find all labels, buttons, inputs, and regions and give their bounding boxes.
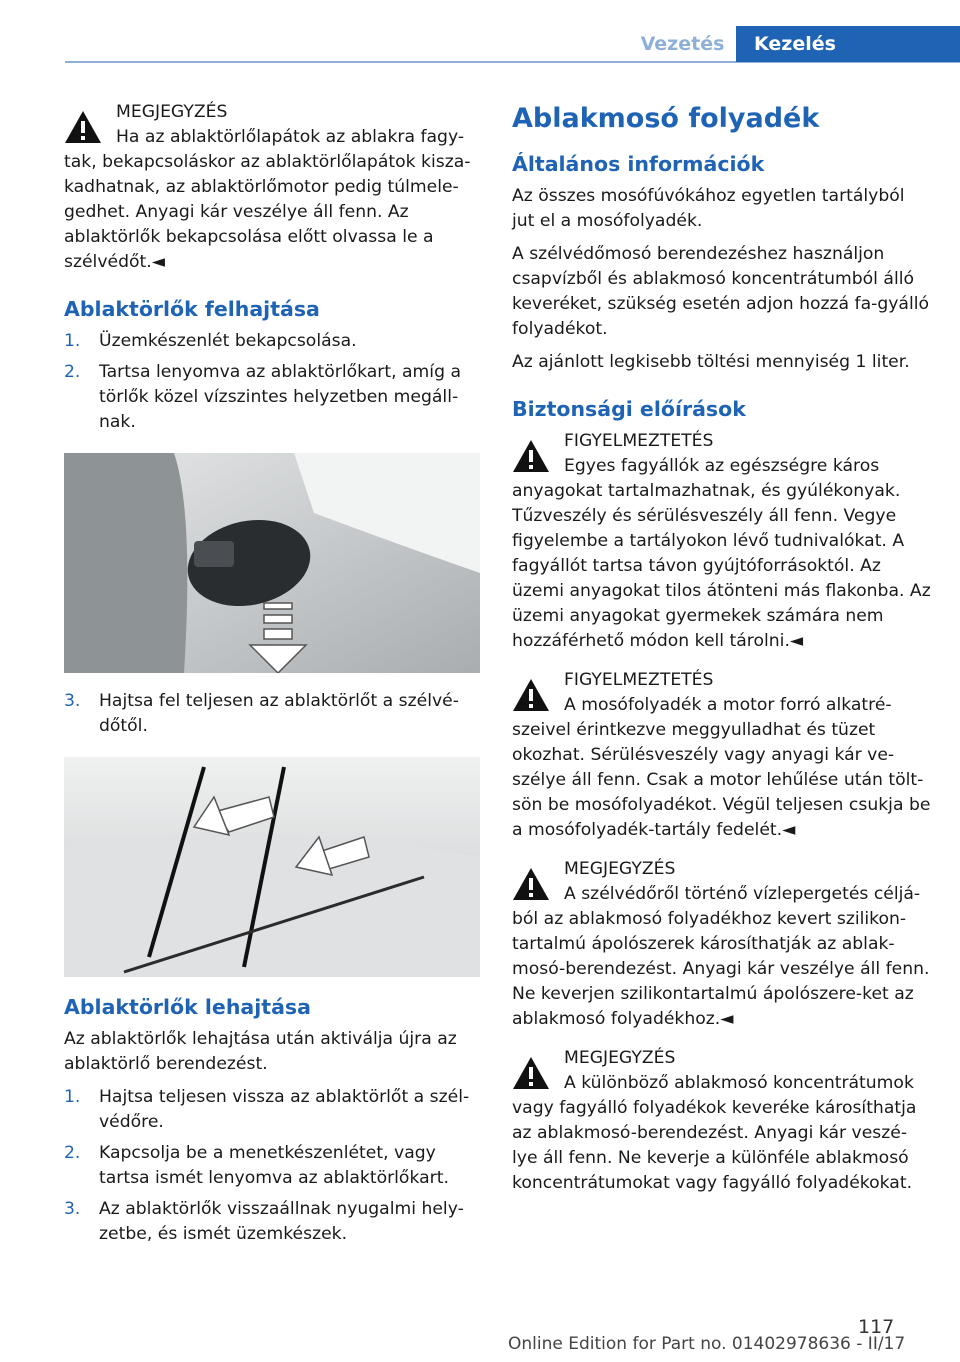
notice-block bbox=[512, 429, 932, 654]
notice-first-line: A szélvédőről történő vízlepergetés céljá- bbox=[564, 884, 921, 904]
tab-vezetes[interactable]: Vezetés bbox=[640, 33, 725, 55]
wiper-blades-photo bbox=[64, 757, 480, 977]
notice-title: MEGJEGYZÉS bbox=[116, 102, 228, 122]
list-item: 3. Az ablaktörlők visszaállnak nyugalmi hely-zetbe, és ismét üzemkészek. bbox=[64, 1199, 464, 1244]
notice-block bbox=[64, 100, 480, 275]
warning-triangle-icon bbox=[512, 1056, 550, 1090]
notice-title: FIGYELMEZTETÉS bbox=[564, 431, 714, 451]
page-number: 117 bbox=[858, 1316, 895, 1338]
list-item: 2. Tartsa lenyomva az ablaktörlőkart, amíg a törlők közel vízszintes helyzetben megáll-nak. bbox=[64, 362, 461, 432]
notice-body: anyagokat tartalmazhatnak, és gyúlékonyak. Tűzveszély és sérülésveszély áll fenn. Vegye figyelembe a tartályokon lévő tudnivalókat. A fagyállót tartsa távon gyújtóforrásoktól. Az üzemi anyagokat tilos átönteni más flakonba. Az üzemi anyagokat gyermekek számára nem hozzáférhető módon kell tárolni.◄ bbox=[512, 481, 931, 651]
tab-kezeles[interactable]: Kezelés bbox=[736, 26, 960, 62]
left-column bbox=[64, 100, 480, 1253]
paragraph: Az ajánlott legkisebb töltési mennyiség 1 liter. bbox=[512, 352, 910, 372]
notice-body: vagy fagyálló folyadékok keveréke károsíthatja az ablakmosó-berendezést. Anyagi kár veszé-lye áll fenn. Ne keverje a különféle ablakmosó koncentrátumokat vagy fagyálló folyadékokat. bbox=[512, 1098, 917, 1193]
notice-first-line: A mosófolyadék a motor forró alkatré- bbox=[564, 695, 892, 715]
page-title: Ablakmosó folyadék bbox=[512, 103, 820, 134]
notice-block bbox=[512, 1046, 932, 1196]
notice-title: MEGJEGYZÉS bbox=[564, 859, 676, 879]
steps-list-1b bbox=[64, 689, 480, 739]
section-title-felhajtasa: Ablaktörlők felhajtása bbox=[64, 297, 320, 321]
warning-triangle-icon bbox=[512, 439, 550, 473]
section-title-lehajtasa: Ablaktörlők lehajtása bbox=[64, 995, 311, 1019]
list-item: 2. Kapcsolja be a menetkészenlétet, vagy tartsa ismét lenyomva az ablaktörlőkart. bbox=[64, 1143, 449, 1188]
warning-triangle-icon bbox=[512, 867, 550, 901]
wiper-lever-photo bbox=[64, 453, 480, 673]
paragraph: A szélvédőmosó berendezéshez használjon csapvízből és ablakmosó koncentrátumból álló keveréket, szükség esetén adjon hozzá fa-gyálló folyadékot. bbox=[512, 244, 930, 339]
section-intro: Az ablaktörlők lehajtása után aktiválja újra az ablaktörlő berendezést. bbox=[64, 1029, 457, 1074]
notice-first-line: Ha az ablaktörlőlapátok az ablakra fagy- bbox=[116, 127, 465, 147]
steps-list-2 bbox=[64, 1085, 480, 1247]
notice-body: ból az ablakmosó folyadékhoz kevert szilikon-tartalmú ápolószerek károsíthatják az ablak-mosó-berendezést. Anyagi kár veszélye áll fenn. Ne keverjen szilikontartalmú ápolószere-ket az ablakmosó folyadékhoz.◄ bbox=[512, 909, 930, 1029]
warning-triangle-icon bbox=[512, 678, 550, 712]
right-column bbox=[512, 100, 932, 1210]
notice-first-line: A különböző ablakmosó koncentrátumok bbox=[564, 1073, 914, 1093]
section-title-biztonsagi: Biztonsági előírások bbox=[512, 397, 746, 421]
list-item: 3. Hajtsa fel teljesen az ablaktörlőt a szélvé-dőtől. bbox=[64, 691, 459, 736]
notice-title: FIGYELMEZTETÉS bbox=[564, 670, 714, 690]
list-item: 1. Hajtsa teljesen vissza az ablaktörlőt a szél-védőre. bbox=[64, 1087, 470, 1132]
paragraph: Az összes mosófúvókához egyetlen tartályból jut el a mosófolyadék. bbox=[512, 186, 905, 231]
notice-first-line: Egyes fagyállók az egészségre káros bbox=[564, 456, 880, 476]
notice-body: tak, bekapcsoláskor az ablaktörlőlapátok kisza-kadhatnak, az ablaktörlőmotor pedig túlmele-gedhet. Anyagi kár veszélye áll fenn. Az ablaktörlők bekapcsolása előtt olvassa le a szélvédőt.◄ bbox=[64, 152, 471, 272]
notice-title: MEGJEGYZÉS bbox=[564, 1048, 676, 1068]
notice-block bbox=[512, 668, 932, 843]
footer-edition: Online Edition for Part no. 01402978636 - II/17 bbox=[508, 1334, 906, 1354]
section-title-altalanos: Általános információk bbox=[512, 152, 765, 176]
steps-list-1 bbox=[64, 329, 480, 435]
notice-block bbox=[512, 857, 932, 1032]
notice-body: szeivel érintkezve meggyulladhat és tüzet okozhat. Sérülésveszély vagy anyagi kár ve-szélye áll fenn. Csak a motor lehűlése után tölt-sön be mosófolyadékot. Végül teljesen csukja be a mosófolyadék-tartály fedelét.◄ bbox=[512, 720, 931, 840]
warning-triangle-icon bbox=[64, 110, 102, 144]
list-item: 1. Üzemkészenlét bekapcsolása. bbox=[64, 331, 357, 351]
